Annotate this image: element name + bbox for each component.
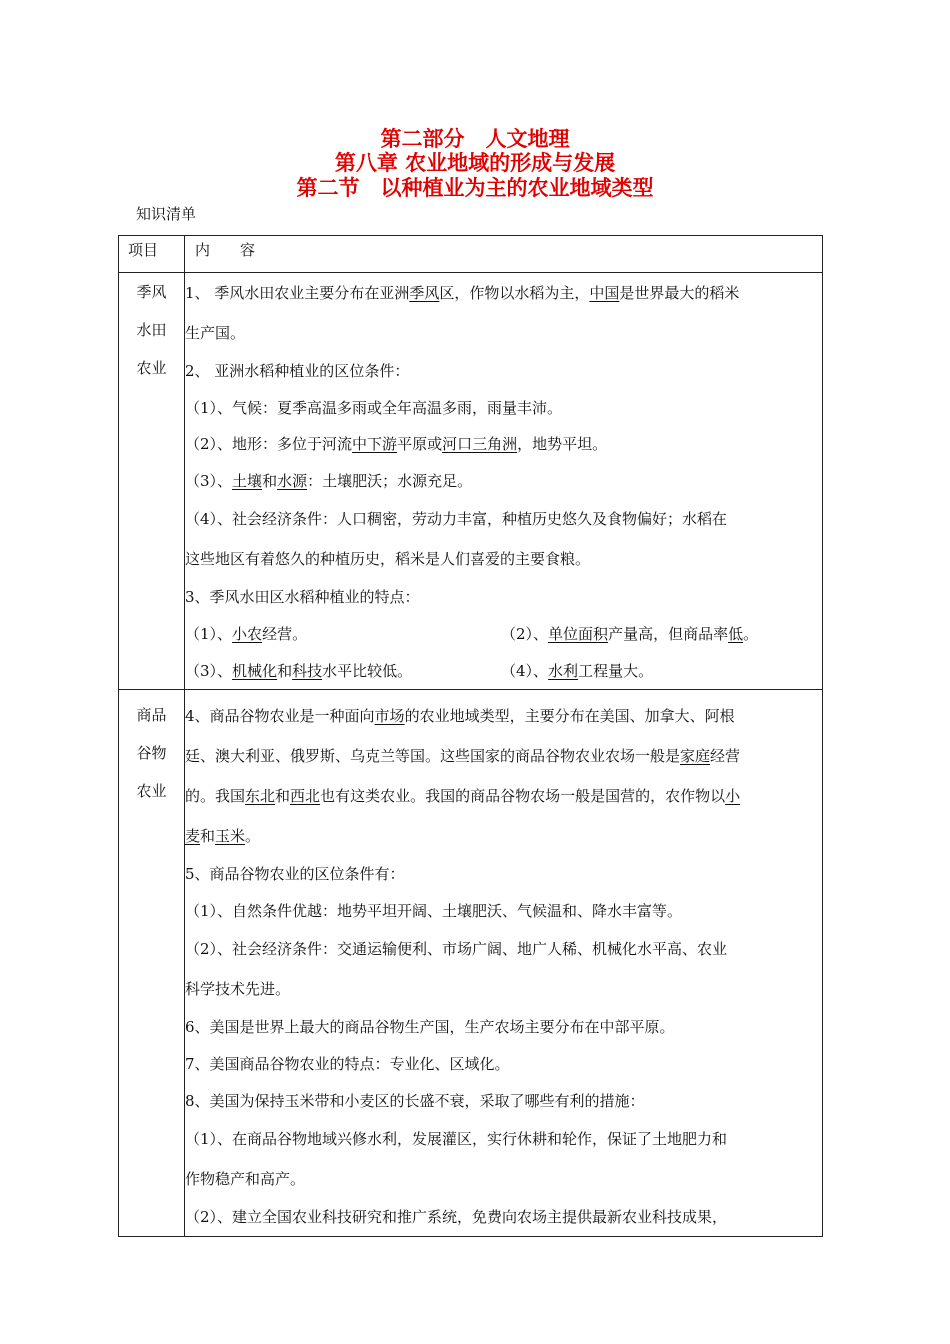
paragraph-7: 7、美国商品谷物农业的特点：专业化、区域化。 — [185, 1054, 510, 1073]
paragraph-2-4: （4）、社会经济条件：人口稠密，劳动力丰富，种植历史悠久及食物偏好；水稻在 这些地区有着悠久的种植历史，稻米是人们喜爱的主要食粮。 — [185, 510, 728, 569]
knowledge-list-caption: 知识清单 — [136, 205, 197, 223]
paragraph-3-row-a: （1）、小农经营。 （2）、单位面积产量高，但商品率低。 — [185, 624, 759, 643]
row-content-commercial-grain — [185, 690, 823, 1237]
header-content: 内 容 — [185, 236, 823, 273]
paragraph-3: 3、季风水田区水稻种植业的特点： — [185, 588, 420, 607]
paragraph-5-1: （1）、自然条件优越：地势平坦开阔、土壤肥沃、气候温和、降水丰富等。 — [185, 901, 683, 920]
row-content-monsoon-paddy — [185, 273, 823, 690]
row-label-monsoon-paddy: 季风 水田 农业 — [119, 273, 185, 690]
chapter-title: 第八章 农业地域的形成与发展 — [334, 150, 616, 175]
paragraph-5-2: （2）、社会经济条件：交通运输便利、市场广阔、地广人稀、机械化水平高、农业 科学技术先进。 — [185, 940, 728, 999]
paragraph-6: 6、美国是世界上最大的商品谷物生产国，生产农场主要分布在中部平原。 — [185, 1018, 675, 1037]
paragraph-4: 4、商品谷物农业是一种面向市场的农业地域类型，主要分布在美国、加拿大、阿根 廷、澳大利亚、俄罗斯、乌克兰等国。这些国家的商品谷物农业农场一般是家庭经营 的。我国东北和西北也有这类农业。我国的商品谷物农场一般是国营的，农作物以小 麦和玉米。 — [185, 707, 741, 846]
table-header-row — [119, 236, 823, 273]
part-title: 第二部分 人文地理 — [380, 126, 570, 151]
table-row — [119, 690, 823, 1237]
knowledge-table — [118, 235, 823, 1237]
paragraph-2-1: （1）、气候：夏季高温多雨或全年高温多雨，雨量丰沛。 — [185, 398, 563, 417]
paragraph-8: 8、美国为保持玉米带和小麦区的长盛不衰，采取了哪些有利的措施： — [185, 1091, 645, 1110]
table-row — [119, 273, 823, 690]
paragraph-5: 5、商品谷物农业的区位条件有： — [185, 865, 405, 884]
paragraph-8-2: （2）、建立全国农业科技研究和推广系统，免费向农场主提供最新农业科技成果， — [185, 1208, 728, 1227]
header-item: 项目 — [119, 236, 185, 273]
paragraph-3-row-b: （3）、机械化和科技水平比较低。 （4）、水利工程量大。 — [185, 661, 654, 680]
paragraph-2-3: （3）、土壤和水源：土壤肥沃；水源充足。 — [185, 471, 473, 490]
row-label-commercial-grain: 商品 谷物 农业 — [119, 690, 185, 1237]
paragraph-1: 1、 季风水田农业主要分布在亚洲季风区，作物以水稻为主，中国是世界最大的稻米 生产国。 — [185, 284, 740, 342]
section-title: 第二节 以种植业为主的农业地域类型 — [296, 175, 654, 200]
paragraph-2: 2、 亚洲水稻种植业的区位条件： — [185, 362, 410, 380]
paragraph-2-2: （2）、地形：多位于河流中下游平原或河口三角洲，地势平坦。 — [185, 435, 608, 454]
paragraph-8-1: （1）、在商品谷物地域兴修水利，发展灌区，实行休耕和轮作，保证了土地肥力和 作物稳产和高产。 — [185, 1130, 728, 1189]
